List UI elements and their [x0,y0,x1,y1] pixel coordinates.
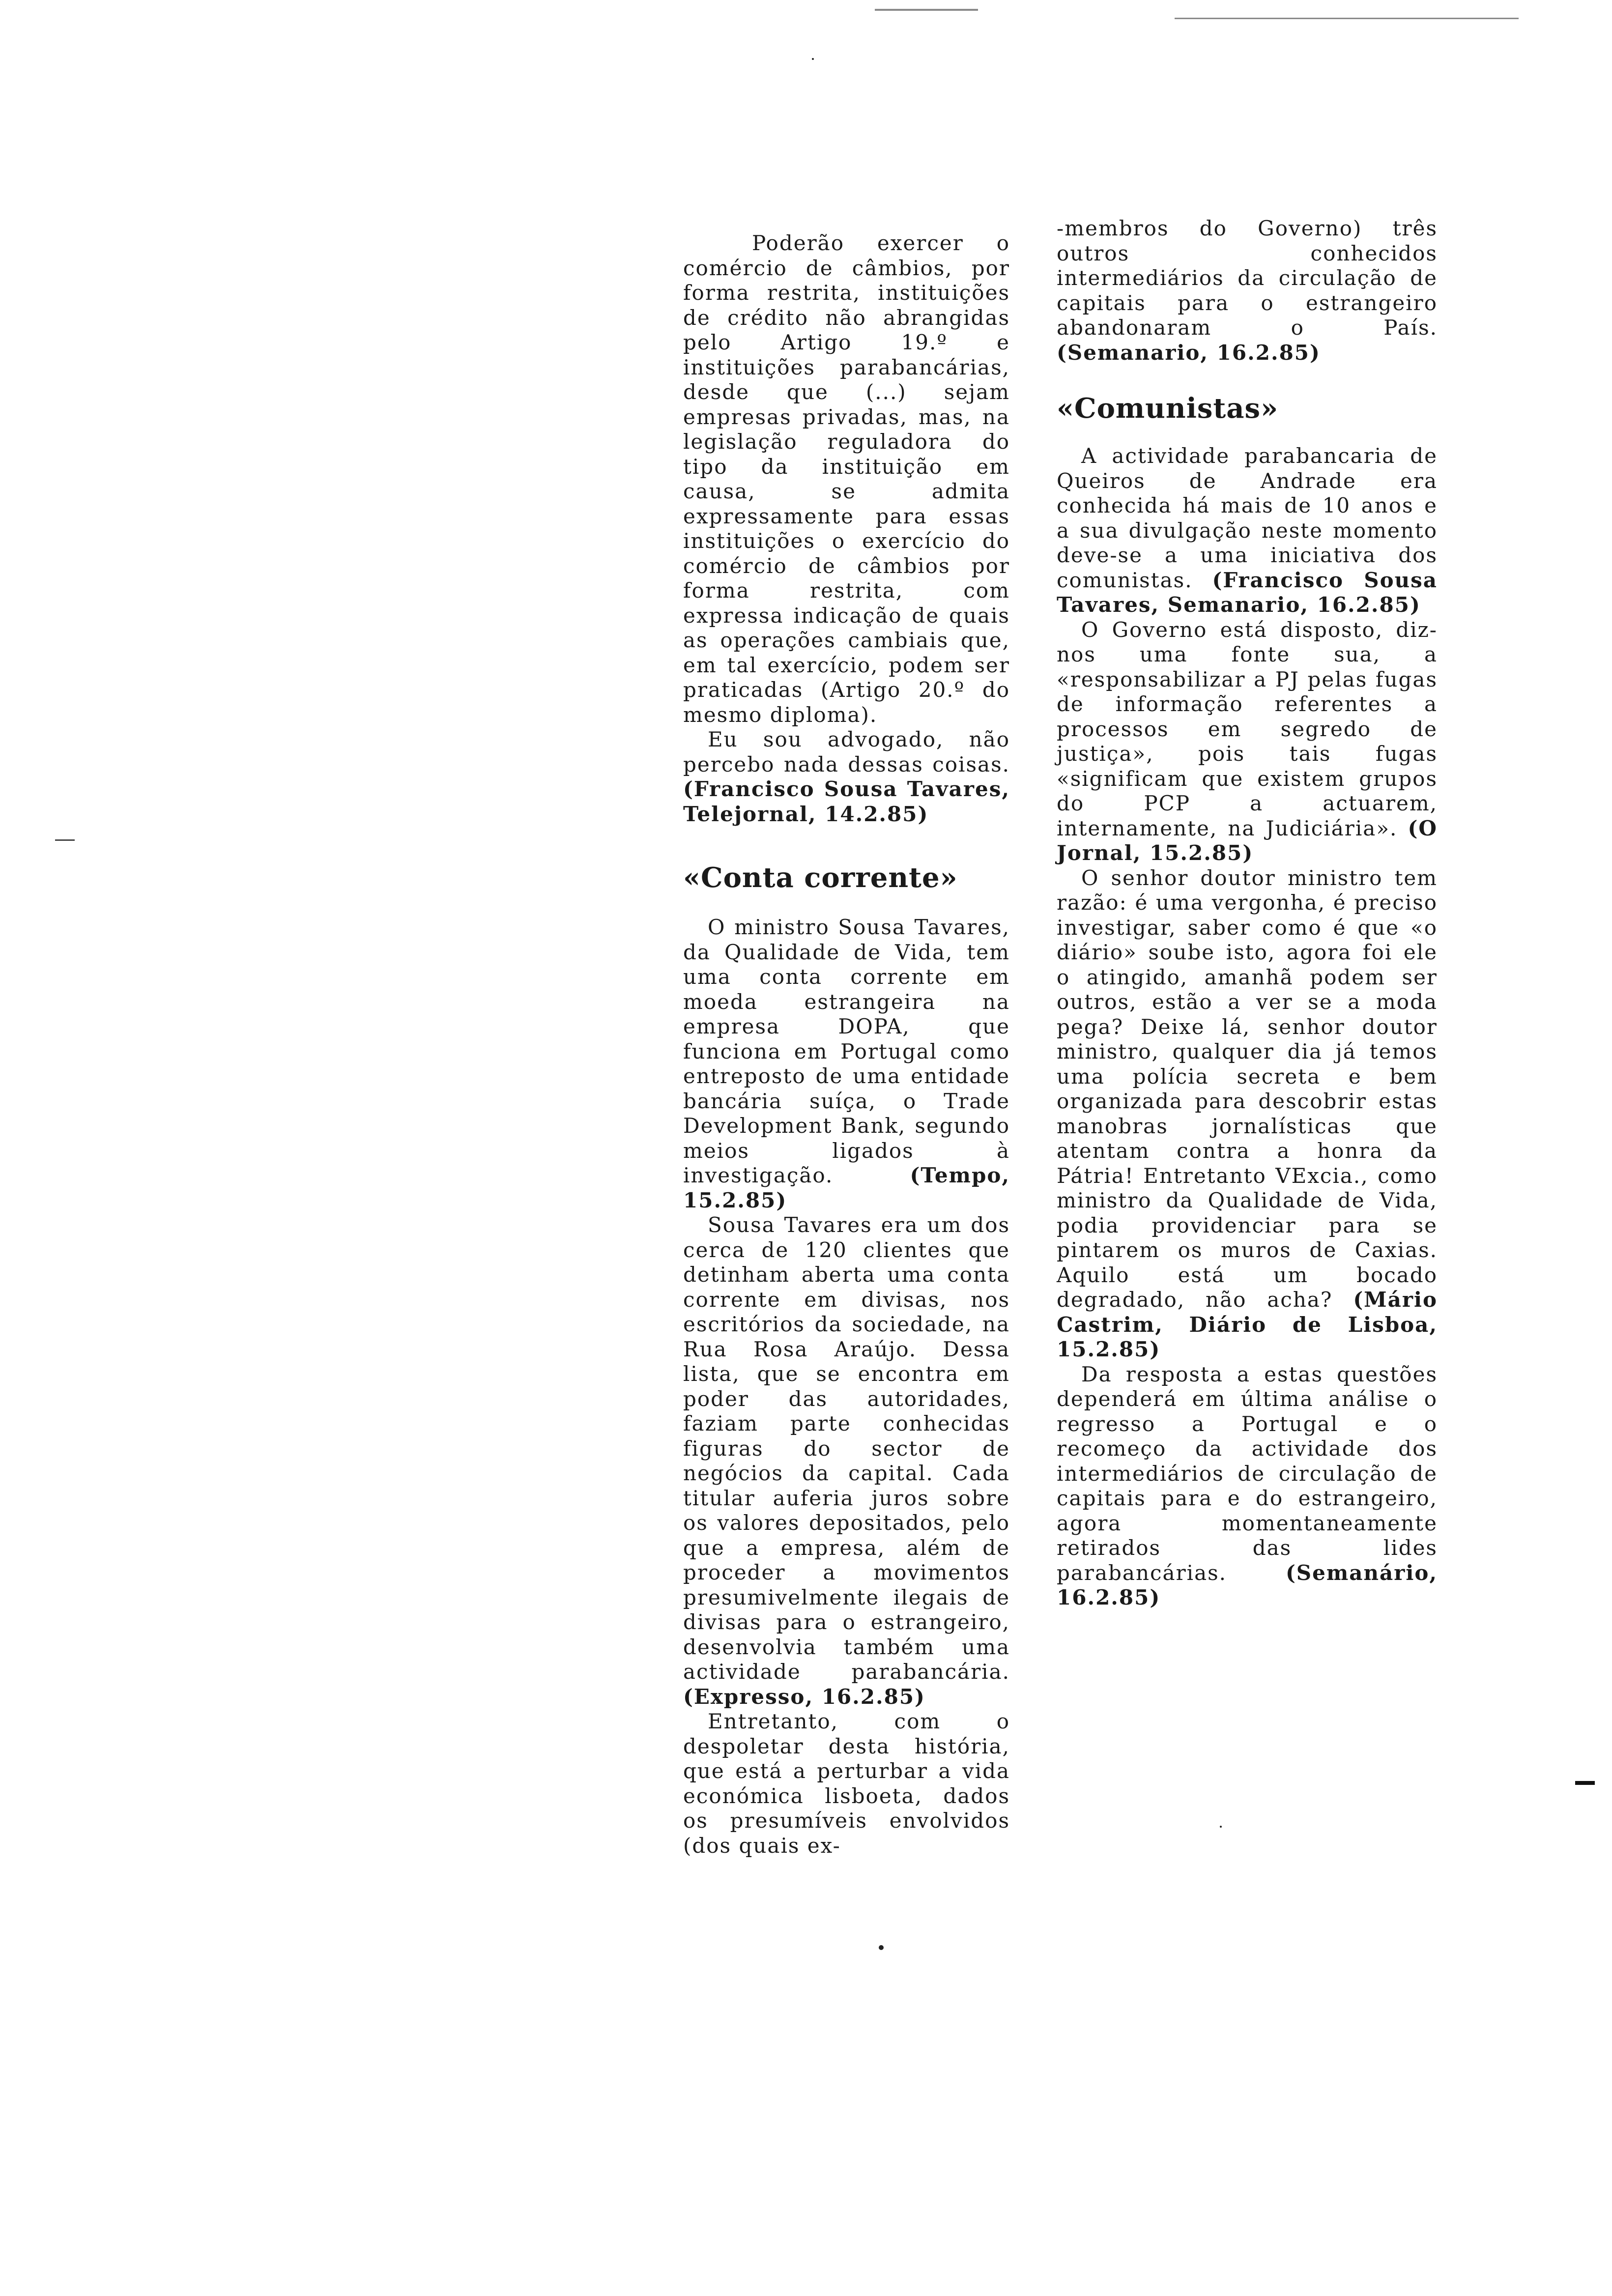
scan-speck-bottom [879,1945,884,1950]
right-paragraph-membros-text: -membros do Governo) três outros conhecidos intermediários da circulação de capitais para o estrangeiro abandonaram o País. [1057,216,1438,340]
left-paragraph-advogado [683,727,1010,827]
right-paragraph-resposta-text: Da resposta a estas questões dependerá em última análise o regresso a Portugal e o recomeço da actividade dos intermediários de circulação de capitais para e do estrangeiro, agora momentaneamente retirados das lides parabancárias. [1057,1362,1438,1585]
left-column [683,231,1010,1858]
right-paragraph-actividade-text: A actividade parabancaria de Queiros de Andrade era conhecida há mais de 10 anos e a sua divulgação neste momento deve-se a uma iniciativa dos comunistas. [1057,444,1438,592]
left-paragraph-entretanto: Entretanto, com o despoletar desta história, que está a perturbar a vida económica lisboeta, dados os presumíveis envolvidos (dos quais ex- [683,1709,1010,1858]
left-paragraph-ministro [683,915,1010,1213]
left-paragraph-clientes [683,1213,1010,1709]
scan-mark-left [55,839,75,841]
right-paragraph-senhor-doutor [1057,866,1438,1362]
citation-telejornal: (Francisco Sousa Tavares, Telejornal, 14.2.85) [683,777,1010,826]
left-paragraph-decree-quote: Poderão exercer o comércio de câmbios, por forma restrita, instituições de crédito não abrangidas pelo Artigo 19.º e instituições parabancárias, desde que (...) sejam empresas privadas, mas, na legislação reguladora do tipo da instituição em causa, se admita expressamente para essas instituições o exercício do comércio de câmbios por forma restrita, com expressa indicação de quais as operações cambiais que, em tal exercício, podem ser praticadas (Artigo 20.º do mesmo diploma). [683,231,1010,727]
citation-semanario-1: (Semanario, 16.2.85) [1057,340,1321,365]
right-paragraph-actividade [1057,444,1438,618]
right-paragraph-governo-text: O Governo está disposto, diz-nos uma fonte sua, a «responsabilizar a PJ pelas fugas de informação referentes a processos em segredo de justiça», pois tais fugas «significam que existem grupos do PCP a actuarem, internamente, na Judiciária». [1057,617,1438,840]
right-paragraph-senhor-doutor-text: O senhor doutor ministro tem razão: é uma vergonha, é preciso investigar, saber como é que «o diário» soube isto, agora foi ele o atingido, amanhã podem ser outros, estão a ver se a moda pega? Deixe lá, senhor doutor ministro, qualquer dia já temos uma polícia secreta e bem organizada para descobrir estas manobras jornalísticas que atentam contra a honra da Pátria! Entretanto VExcia., como ministro da Qualidade de Vida, podia providenciar para se pintarem os muros de Caxias. Aquilo está um bocado degradado, não acha? [1057,865,1438,1312]
section-heading-conta-corrente: «Conta corrente» [683,861,958,894]
left-paragraph-advogado-text: Eu sou advogado, não percebo nada dessas coisas. [683,727,1010,776]
citation-tempo: (Tempo, 15.2.85) [683,1163,1010,1212]
citation-expresso: (Expresso, 16.2.85) [683,1684,925,1709]
right-paragraph-membros [1057,216,1438,365]
citation-semanario-3: (Semanário, 16.2.85) [1057,1560,1438,1609]
citation-diario-de-lisboa: (Mário Castrim, Diário de Lisboa, 15.2.85) [1057,1288,1438,1361]
citation-semanario-2: (Francisco Sousa Tavares, Semanario, 16.2.85) [1057,568,1438,617]
right-paragraph-governo [1057,618,1438,866]
scan-rule-top-left [875,9,978,11]
citation-o-jornal: (O Jornal, 15.2.85) [1057,816,1438,865]
scan-mark-right [1575,1781,1595,1785]
scan-speck-lower [1220,1826,1222,1828]
scan-rule-top-right [1175,18,1519,19]
section-heading-comunistas: «Comunistas» [1057,392,1279,425]
scan-speck-top [812,58,814,60]
right-column [1057,216,1438,1610]
left-paragraph-clientes-text: Sousa Tavares era um dos cerca de 120 clientes que detinham aberta uma conta corrente em divisas, nos escritórios da sociedade, na Rua Rosa Araújo. Dessa lista, que se encontra em poder das autoridades, faziam parte conhecidas figuras do sector de negócios da capital. Cada titular auferia juros sobre os valores depositados, pelo que a empresa, além de proceder a movimentos presumivelmente ilegais de divisas para o estrangeiro, desenvolvia também uma actividade parabancária. [683,1213,1010,1684]
right-paragraph-resposta [1057,1362,1438,1610]
left-paragraph-ministro-text: O ministro Sousa Tavares, da Qualidade de Vida, tem uma conta corrente em moeda estrangeira na empresa DOPA, que funciona em Portugal como entreposto de uma entidade bancária suíça, o Trade Development Bank, segundo meios ligados à investigação. [683,915,1010,1187]
